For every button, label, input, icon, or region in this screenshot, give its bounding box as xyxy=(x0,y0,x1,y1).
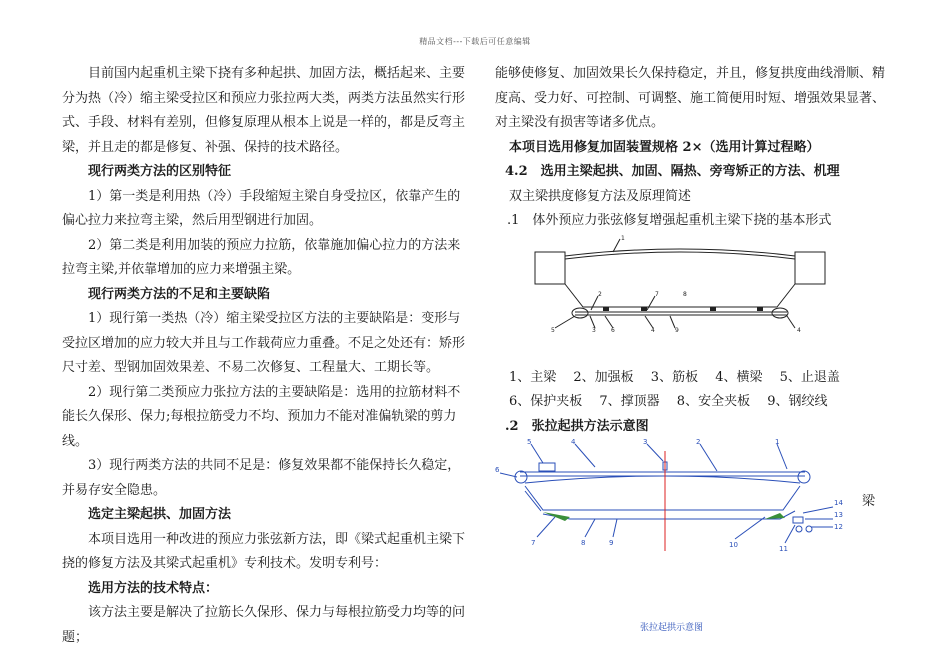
label-14: 14 xyxy=(834,499,843,507)
figure-caption: .1 体外预应力张弦修复增强起重机主梁下挠的基本形式 xyxy=(507,213,832,228)
left-column xyxy=(62,62,470,650)
label-4: 4 xyxy=(571,439,576,446)
section-heading: 4.2 选用主梁起拱、加固、隔热、旁弯矫正的方法、机理 xyxy=(505,164,840,179)
label-8: 4 xyxy=(651,326,655,334)
label-1: 1 xyxy=(621,234,625,242)
label-12: 12 xyxy=(834,523,843,531)
label-2: 2 xyxy=(598,290,602,298)
label-5: 5 xyxy=(551,326,555,334)
paragraph: 1）现行第一类热（冷）缩主梁受拉区方法的主要缺陷是：变形与受拉区增加的应力较大并且与工作载荷应力重叠。不足之处还有：矫形尺寸差、型钢加固效果差、不易二次修复、工程量大、工期长等。 xyxy=(62,311,466,375)
girder-diagram-1-svg xyxy=(495,234,895,366)
label-6: 3 xyxy=(592,326,596,334)
paragraph: 双主梁拱度修复方法及原理简述 xyxy=(509,188,692,204)
paragraph: 能够使修复、加固效果长久保持稳定，并且，修复拱度曲线滑顺、精度高、受力好、可控制、可调整、施工简便用时短、增强效果显著、对主梁没有损害等诸多优点。 xyxy=(495,66,886,130)
right-column xyxy=(495,62,895,569)
paragraph: 1）第一类是利用热（冷）手段缩短主梁自身受拉区，依靠产生的偏心拉力来拉弯主梁，然后用型钢进行加固。 xyxy=(62,188,461,228)
label-9: 9 xyxy=(675,326,679,334)
paragraph: 2）现行第二类预应力张拉方法的主要缺陷是：选用的拉筋材料不能长久保形、保力;每根拉筋受力不均、预加力不能对准偏轨梁的剪力线。 xyxy=(62,384,461,449)
label-13: 13 xyxy=(834,511,843,519)
label-5: 5 xyxy=(527,439,532,446)
paragraph: 3）现行两类方法的共同不足是：修复效果都不能保持长久稳定，并易存安全隐患。 xyxy=(62,458,461,498)
label-11: 11 xyxy=(779,545,788,553)
section-heading: 现行两类方法的区别特征 xyxy=(88,164,232,179)
tensioning-diagram-2 xyxy=(495,439,895,569)
label-8: 8 xyxy=(581,539,586,547)
page-header: 精品文档---下载后可任意编辑 xyxy=(419,37,531,46)
paragraph: 目前国内起重机主梁下挠有多种起拱、加固方法，概括起来、主要分为热（冷）缩主梁受拉区和预应力张拉两大类，两类方法虽然实行形式、手段、材料有差别，但修复原理从根本上说是一样的，都是反弯主梁，并且走的都是修复、补强、保持的技术路径。 xyxy=(62,66,466,155)
figure-legend: 1、主梁 2、加强板 3、筋板 4、横梁 5、止退盖 xyxy=(509,369,840,385)
section-heading: 现行两类方法的不足和主要缺陷 xyxy=(88,286,271,302)
girder-diagram-1 xyxy=(495,234,895,366)
label-6: 6 xyxy=(495,466,500,474)
label-10: 4 xyxy=(797,326,801,334)
paragraph: 该方法主要是解决了拉筋长久保形、保力与每根拉筋受力均等的问题； xyxy=(62,605,466,645)
label-10: 10 xyxy=(729,541,738,549)
section-heading: 选定主梁起拱、加固方法 xyxy=(88,507,232,522)
tensioning-diagram-2-svg xyxy=(495,439,895,573)
section-heading: 选用方法的技术特点： xyxy=(88,580,219,596)
paragraph: 2）第二类是利用加装的预应力拉筋，依靠施加偏心拉力的方法来拉弯主梁,并依靠增加的应力来增强主梁。 xyxy=(62,237,461,277)
figure-title: 张拉起拱示意图 xyxy=(640,623,704,633)
label-1: 1 xyxy=(775,439,780,446)
label-2: 2 xyxy=(696,439,701,446)
stray-character: 梁 xyxy=(862,494,876,509)
paragraph: 本项目选用一种改进的预应力张弦新方法，即《梁式起重机主梁下挠的修复方法及其梁式起重机》专利技术。发明专利号： xyxy=(62,531,466,571)
label-7: 7 xyxy=(531,539,536,547)
label-9: 9 xyxy=(609,539,614,547)
label-4: 8 xyxy=(683,290,687,298)
figure-legend: 6、保护夹板 7、撑顶器 8、安全夹板 9、钢绞线 xyxy=(509,394,828,409)
label-3: 7 xyxy=(655,290,659,298)
section-heading: .2 张拉起拱方法示意图 xyxy=(505,418,649,434)
label-7: 6 xyxy=(611,326,615,334)
label-3: 3 xyxy=(643,439,648,446)
section-heading: 本项目选用修复加固装置规格 2×（选用计算过程略） xyxy=(509,139,820,155)
